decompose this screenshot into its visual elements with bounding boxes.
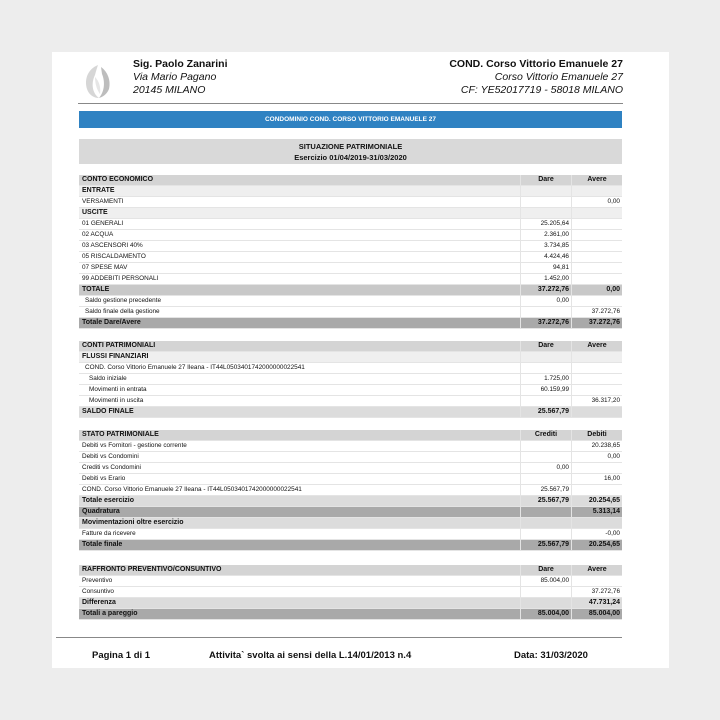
row-label: 05 RISCALDAMENTO bbox=[82, 253, 146, 260]
row-col1 bbox=[520, 396, 571, 406]
row-col2 bbox=[571, 296, 622, 306]
row-col2 bbox=[571, 363, 622, 373]
row-col2: Avere bbox=[571, 565, 622, 575]
section-header bbox=[79, 565, 622, 576]
row-col2 bbox=[571, 352, 622, 362]
row-col2: 20.254,65 bbox=[571, 540, 622, 550]
row-label: Totali a pareggio bbox=[82, 610, 138, 617]
recipient-name: COND. Corso Vittorio Emanuele 27 bbox=[449, 58, 623, 70]
table-row bbox=[79, 609, 622, 620]
table-row bbox=[79, 396, 622, 407]
row-col1: 25.567,79 bbox=[520, 407, 571, 417]
row-label: Movimenti in uscita bbox=[89, 397, 144, 404]
row-label: Consuntivo bbox=[82, 588, 114, 595]
row-col2 bbox=[571, 219, 622, 229]
row-col2: 5.313,14 bbox=[571, 507, 622, 517]
row-col1: Dare bbox=[520, 341, 571, 351]
table-row bbox=[79, 219, 622, 230]
row-col2: Avere bbox=[571, 341, 622, 351]
row-col1: 37.272,76 bbox=[520, 318, 571, 328]
table-row bbox=[79, 197, 622, 208]
row-col1 bbox=[520, 474, 571, 484]
table-row bbox=[79, 540, 622, 551]
conto-economico-table bbox=[79, 175, 622, 329]
row-col2: 36.317,20 bbox=[571, 396, 622, 406]
row-col2: 0,00 bbox=[571, 452, 622, 462]
row-col1 bbox=[520, 452, 571, 462]
row-col1 bbox=[520, 363, 571, 373]
row-col1: Dare bbox=[520, 565, 571, 575]
report-title: SITUAZIONE PATRIMONIALE bbox=[298, 142, 403, 151]
row-label: FLUSSI FINANZIARI bbox=[82, 353, 149, 360]
row-col1 bbox=[520, 307, 571, 317]
legal-note: Attivita` svolta ai sensi della L.14/01/2013 n.4 bbox=[209, 650, 412, 661]
row-col2 bbox=[571, 385, 622, 395]
row-col1: 25.567,79 bbox=[520, 540, 571, 550]
sender-name: Sig. Paolo Zanarini bbox=[133, 58, 228, 70]
table-row bbox=[79, 230, 622, 241]
sender-city: 20145 MILANO bbox=[133, 84, 206, 96]
row-label: CONTO ECONOMICO bbox=[82, 176, 154, 183]
table-row bbox=[79, 598, 622, 609]
row-col1 bbox=[520, 208, 571, 218]
row-col2: 0,00 bbox=[571, 285, 622, 295]
row-label: Debiti vs Fornitori - gestione corrente bbox=[82, 442, 187, 449]
row-label: 03 ASCENSORI 40% bbox=[82, 242, 143, 249]
row-col1: 2.361,00 bbox=[520, 230, 571, 240]
stato-patrimoniale-table bbox=[79, 430, 622, 551]
table-row bbox=[79, 452, 622, 463]
table-row bbox=[79, 576, 622, 587]
row-col2 bbox=[571, 208, 622, 218]
section-header bbox=[79, 341, 622, 352]
row-col2: 37.272,76 bbox=[571, 587, 622, 597]
row-label: Differenza bbox=[82, 599, 116, 606]
row-col2: -0,00 bbox=[571, 529, 622, 539]
row-col2 bbox=[571, 485, 622, 495]
row-col2 bbox=[571, 407, 622, 417]
table-row bbox=[79, 518, 622, 529]
row-label: Totale esercizio bbox=[82, 497, 135, 504]
table-row bbox=[79, 186, 622, 197]
table-row bbox=[79, 496, 622, 507]
document-page bbox=[52, 52, 669, 668]
table-row bbox=[79, 463, 622, 474]
row-label: VERSAMENTI bbox=[82, 198, 124, 205]
table-row bbox=[79, 474, 622, 485]
row-label: 99 ADDEBITI PERSONALI bbox=[82, 275, 159, 282]
row-label: RAFFRONTO PREVENTIVO/CONSUNTIVO bbox=[82, 566, 222, 573]
row-col1 bbox=[520, 518, 571, 528]
page-number: Pagina 1 di 1 bbox=[92, 650, 151, 661]
table-row bbox=[79, 441, 622, 452]
row-label: Totale Dare/Avere bbox=[82, 319, 141, 326]
row-col2 bbox=[571, 576, 622, 586]
table-row bbox=[79, 407, 622, 418]
row-col1: 3.734,85 bbox=[520, 241, 571, 251]
row-label: 07 SPESE MAV bbox=[82, 264, 128, 271]
row-col1 bbox=[520, 441, 571, 451]
row-label: STATO PATRIMONIALE bbox=[82, 431, 159, 438]
table-row bbox=[79, 529, 622, 540]
table-row bbox=[79, 485, 622, 496]
row-label: Crediti vs Condomini bbox=[82, 464, 141, 471]
report-title-block bbox=[79, 139, 622, 164]
table-row bbox=[79, 374, 622, 385]
row-col2 bbox=[571, 274, 622, 284]
row-col1: 4.424,46 bbox=[520, 252, 571, 262]
row-col1: 60.159,99 bbox=[520, 385, 571, 395]
row-col1: 1.452,00 bbox=[520, 274, 571, 284]
row-label: Debiti vs Condomini bbox=[82, 453, 139, 460]
row-label: COND. Corso Vittorio Emanuele 27 Ileana - IT44L0503401742000000022541 bbox=[82, 486, 302, 493]
row-col2 bbox=[571, 263, 622, 273]
row-col1: 1.725,00 bbox=[520, 374, 571, 384]
company-logo-icon bbox=[82, 63, 116, 99]
conti-patrimoniali-table bbox=[79, 341, 622, 418]
row-col1: 94,81 bbox=[520, 263, 571, 273]
table-row bbox=[79, 274, 622, 285]
row-col1 bbox=[520, 529, 571, 539]
row-label: ENTRATE bbox=[82, 187, 115, 194]
footer-divider bbox=[56, 637, 622, 638]
table-row bbox=[79, 318, 622, 329]
row-col2: 85.004,00 bbox=[571, 609, 622, 619]
table-row bbox=[79, 285, 622, 296]
table-row bbox=[79, 363, 622, 374]
row-col2: 47.731,24 bbox=[571, 598, 622, 608]
table-row bbox=[79, 296, 622, 307]
row-col2: 37.272,76 bbox=[571, 318, 622, 328]
row-col2: 16,00 bbox=[571, 474, 622, 484]
row-col1: 25.567,79 bbox=[520, 496, 571, 506]
sender-address bbox=[133, 58, 228, 97]
row-col2: 37.272,76 bbox=[571, 307, 622, 317]
row-col1: Crediti bbox=[520, 430, 571, 440]
row-label: Fatture da ricevere bbox=[82, 530, 136, 537]
row-label: Movimentazioni oltre esercizio bbox=[82, 519, 184, 526]
row-label: Saldo iniziale bbox=[89, 375, 127, 382]
row-col2: 0,00 bbox=[571, 197, 622, 207]
condominium-banner: CONDOMINIO COND. CORSO VITTORIO EMANUELE 27 bbox=[79, 111, 622, 128]
row-col1: 85.004,00 bbox=[520, 609, 571, 619]
row-col1 bbox=[520, 598, 571, 608]
row-label: Saldo finale della gestione bbox=[85, 308, 160, 315]
table-row bbox=[79, 241, 622, 252]
sender-street: Via Mario Pagano bbox=[133, 71, 217, 83]
row-col2: Avere bbox=[571, 175, 622, 185]
row-col2 bbox=[571, 186, 622, 196]
row-col1 bbox=[520, 587, 571, 597]
report-date: Data: 31/03/2020 bbox=[514, 650, 588, 661]
row-col1 bbox=[520, 507, 571, 517]
row-label: Quadratura bbox=[82, 508, 120, 515]
row-col1: 37.272,76 bbox=[520, 285, 571, 295]
recipient-address bbox=[449, 58, 623, 97]
row-label: USCITE bbox=[82, 209, 108, 216]
row-col2 bbox=[571, 230, 622, 240]
table-row bbox=[79, 208, 622, 219]
row-col1 bbox=[520, 352, 571, 362]
recipient-cf: CF: YE52017719 - 58018 MILANO bbox=[460, 84, 623, 96]
row-col1: Dare bbox=[520, 175, 571, 185]
row-col2 bbox=[571, 241, 622, 251]
row-label: Preventivo bbox=[82, 577, 113, 584]
row-col1: 25.567,79 bbox=[520, 485, 571, 495]
recipient-street: Corso Vittorio Emanuele 27 bbox=[494, 71, 623, 83]
table-row bbox=[79, 587, 622, 598]
row-label: COND. Corso Vittorio Emanuele 27 Ileana - IT44L0503401742000000022541 bbox=[85, 364, 305, 371]
row-label: Movimenti in entrata bbox=[89, 386, 147, 393]
row-col2 bbox=[571, 518, 622, 528]
row-col1: 25.205,64 bbox=[520, 219, 571, 229]
table-row bbox=[79, 385, 622, 396]
table-row bbox=[79, 307, 622, 318]
report-period: Esercizio 01/04/2019-31/03/2020 bbox=[294, 153, 407, 162]
row-label: TOTALE bbox=[82, 286, 110, 293]
row-label: Debiti vs Erario bbox=[82, 475, 126, 482]
raffronto-table bbox=[79, 565, 622, 620]
row-label: SALDO FINALE bbox=[82, 408, 134, 415]
section-header bbox=[79, 430, 622, 441]
row-label: CONTI PATRIMONIALI bbox=[82, 342, 156, 349]
row-label: Totale finale bbox=[82, 541, 123, 548]
row-col2 bbox=[571, 463, 622, 473]
table-row bbox=[79, 252, 622, 263]
row-col2: 20.254,65 bbox=[571, 496, 622, 506]
row-col1: 85.004,00 bbox=[520, 576, 571, 586]
table-row bbox=[79, 507, 622, 518]
table-row bbox=[79, 263, 622, 274]
row-col2 bbox=[571, 252, 622, 262]
row-col2: Debiti bbox=[571, 430, 622, 440]
header-divider bbox=[78, 103, 623, 104]
row-label: Saldo gestione precedente bbox=[85, 297, 162, 304]
row-col2: 20.238,65 bbox=[571, 441, 622, 451]
row-col1 bbox=[520, 197, 571, 207]
table-row bbox=[79, 352, 622, 363]
row-col1: 0,00 bbox=[520, 296, 571, 306]
row-label: 01 GENERALI bbox=[82, 220, 124, 227]
row-col1: 0,00 bbox=[520, 463, 571, 473]
section-header bbox=[79, 175, 622, 186]
row-col1 bbox=[520, 186, 571, 196]
row-col2 bbox=[571, 374, 622, 384]
row-label: 02 ACQUA bbox=[82, 231, 114, 238]
